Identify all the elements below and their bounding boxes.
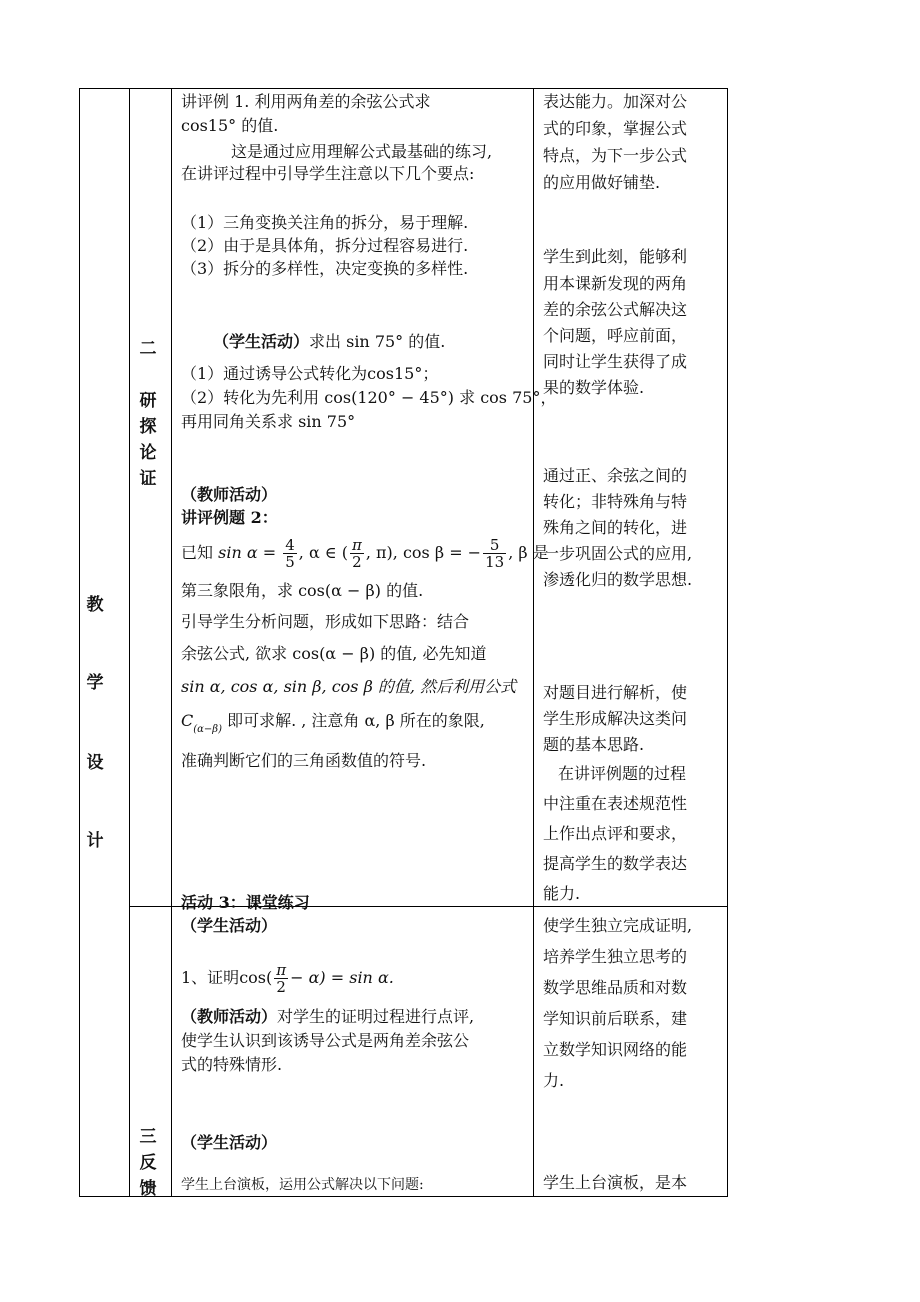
analysis-line-2: 余弦公式, 欲求 cos(α − β) 的值, 必先知道 (181, 644, 487, 663)
note-line: 殊角之间的转化，进 (543, 518, 688, 537)
beta-is: , β 是 (508, 543, 549, 562)
s3-teacher-row (181, 1006, 474, 1028)
analysis-line-5: 准确判断它们的三角函数值的符号. (181, 751, 427, 770)
section3-label-char-1: 三 (139, 1127, 157, 1147)
s3-student-activity-label-2: （学生活动） (181, 1133, 278, 1152)
s3-teacher-text-2: 使学生认识到该诱导公式是两角差余弦公 (181, 1031, 470, 1050)
fraction-numerator: π (276, 961, 287, 979)
s3-note-line: 力. (543, 1071, 565, 1090)
fraction-pi-2-proof (274, 962, 288, 995)
note-line: 式的印象，掌握公式 (543, 119, 688, 138)
content-column-divider (171, 88, 172, 1196)
section2-label-char-4: 论 (139, 443, 157, 463)
intro-line2: 在讲评过程中引导学生注意以下几个要点: (181, 164, 475, 183)
note-line: 差的余弦公式解决这 (543, 300, 688, 319)
note-line: 能力. (543, 884, 581, 903)
note-line: 个问题，呼应前面， (543, 326, 688, 345)
analysis-line-1: 引导学生分析问题，形成如下思路：结合 (181, 612, 470, 631)
sin-alpha-eq: sin α = (218, 543, 277, 562)
point-3: （3）拆分的多样性，决定变换的多样性. (181, 259, 469, 278)
note-line: 的应用做好铺垫. (543, 173, 661, 192)
note-line: 用本课新发现的两角 (543, 274, 688, 293)
fraction-denominator: 13 (485, 553, 505, 571)
note-line: 在讲评例题的过程 (558, 764, 687, 783)
fraction-4-5 (283, 537, 297, 570)
outer-label-char-2: 学 (86, 673, 104, 693)
proof-prefix: 1、证明 (181, 968, 240, 987)
s3-note-line: 使学生独立完成证明, (543, 916, 693, 935)
analysis-line-3: sin α, cos α, sin β, cos β 的值, 然后利用公式 (181, 677, 517, 696)
fraction-numerator: 4 (285, 536, 295, 554)
table-top-border (79, 88, 728, 89)
section2-label-char-1: 二 (139, 339, 157, 359)
note-line: 学生形成解决这类问 (543, 709, 688, 728)
s3-teacher-text-3: 式的特殊情形. (181, 1055, 283, 1074)
example1-line2: cos15° 的值. (181, 116, 279, 135)
teacher-activity-label: （教师活动） (181, 485, 278, 504)
s3-board-text: 学生上台演板，运用公式解决以下问题: (181, 1177, 424, 1193)
fraction-denominator: 2 (352, 553, 362, 571)
note-line: 渗透化归的数学思想. (543, 570, 693, 589)
analysis-line-4 (181, 710, 485, 741)
minus-alpha: − α) (290, 968, 326, 987)
section2-label-char-3: 探 (139, 417, 157, 437)
note-line: 表达能力。加深对公 (543, 92, 688, 111)
student-activity-text: 求出 sin 75° 的值. (309, 332, 446, 351)
clipped-label: 活动 3：课堂练习 (181, 893, 310, 912)
fraction-numerator: π (352, 536, 362, 554)
student-step-1: （1）通过诱导公式转化为cos15°； (181, 364, 439, 383)
point-1: （1）三角变换关注角的拆分，易于理解. (181, 213, 469, 232)
section3-label-char-2: 反 (139, 1153, 157, 1173)
table-bottom-border (79, 1196, 728, 1197)
notes-column-divider (533, 88, 534, 1196)
note-line: 转化；非特殊角与特 (543, 492, 688, 511)
note-line: 同时让学生获得了成 (543, 352, 688, 371)
fraction-5-13 (483, 537, 506, 570)
note-line: 上作出点评和要求， (543, 824, 688, 843)
analysis-line-4-text: 即可求解. , 注意角 α, β 所在的象限, (227, 711, 485, 730)
table-left-border (79, 88, 80, 1196)
note-line: 通过正、余弦之间的 (543, 466, 688, 485)
outer-label-char-4: 计 (86, 831, 104, 851)
s3-teacher-text-1: 对学生的证明过程进行点评, (277, 1007, 475, 1026)
cos-open: cos( (239, 968, 273, 987)
s3-note-line: 数学思维品质和对数 (543, 978, 688, 997)
section2-label-char-2: 研 (139, 391, 157, 411)
s3-note-line: 学生上台演板，是本 (543, 1173, 688, 1192)
pi-close: , π), cos β = − (365, 543, 482, 562)
example1-line1: 讲评例 1. 利用两角差的余弦公式求 (181, 92, 431, 111)
student-step-2: （2）转化为先利用 cos(120° − 45°) 求 cos 75°， (181, 388, 557, 407)
clipped-label-wrapper (181, 893, 481, 912)
section2-label-char-5: 证 (139, 469, 157, 489)
note-line: 题的基本思路. (543, 735, 645, 754)
table-right-border (727, 88, 728, 1196)
intro-line1: 这是通过应用理解公式最基础的练习, (231, 142, 493, 161)
student-activity-label: （学生活动） (213, 332, 310, 351)
note-line: 一步巩固公式的应用, (543, 544, 693, 563)
given-word: 已知 (181, 543, 214, 562)
formula-c: C (181, 711, 194, 730)
alpha-in: , α ∈ ( (298, 543, 348, 562)
fraction-pi-2 (350, 537, 364, 570)
s3-teacher-activity-label: （教师活动） (181, 1007, 278, 1026)
outer-label-char-1: 教 (86, 595, 104, 615)
note-line: 提高学生的数学表达 (543, 854, 688, 873)
student-step-3: 再用同角关系求 sin 75° (181, 412, 356, 431)
fraction-denominator: 2 (276, 978, 286, 996)
outer-label-char-3: 设 (86, 753, 104, 773)
s3-note-line: 学知识前后联系，建 (543, 1009, 688, 1028)
proof-rhs: = sin α. (330, 968, 394, 987)
note-line: 学生到此刻，能够利 (543, 247, 688, 266)
note-line: 果的数学体验. (543, 378, 645, 397)
s3-student-activity-label: （学生活动） (181, 916, 278, 935)
proof-line (181, 958, 394, 998)
s3-note-line: 培养学生独立思考的 (543, 947, 688, 966)
note-line: 对题目进行解析，使 (543, 683, 688, 702)
example2-quadrant: 第三象限角，求 cos(α − β) 的值. (181, 581, 424, 600)
s3-note-line: 立数学知识网络的能 (543, 1040, 688, 1059)
fraction-denominator: 5 (285, 553, 295, 571)
student-activity-row (213, 331, 445, 353)
label-column-divider (129, 88, 130, 1196)
section3-label-char-3: 馈 (139, 1179, 157, 1199)
example2-label: 讲评例题 2： (181, 508, 278, 527)
note-line: 中注重在表述规范性 (543, 794, 688, 813)
point-2: （2）由于是具体角，拆分过程容易进行. (181, 236, 469, 255)
fraction-numerator: 5 (483, 537, 506, 554)
formula-c-subscript: (α−β) (193, 724, 222, 735)
example2-given (181, 533, 549, 573)
note-line: 特点，为下一步公式 (543, 146, 688, 165)
